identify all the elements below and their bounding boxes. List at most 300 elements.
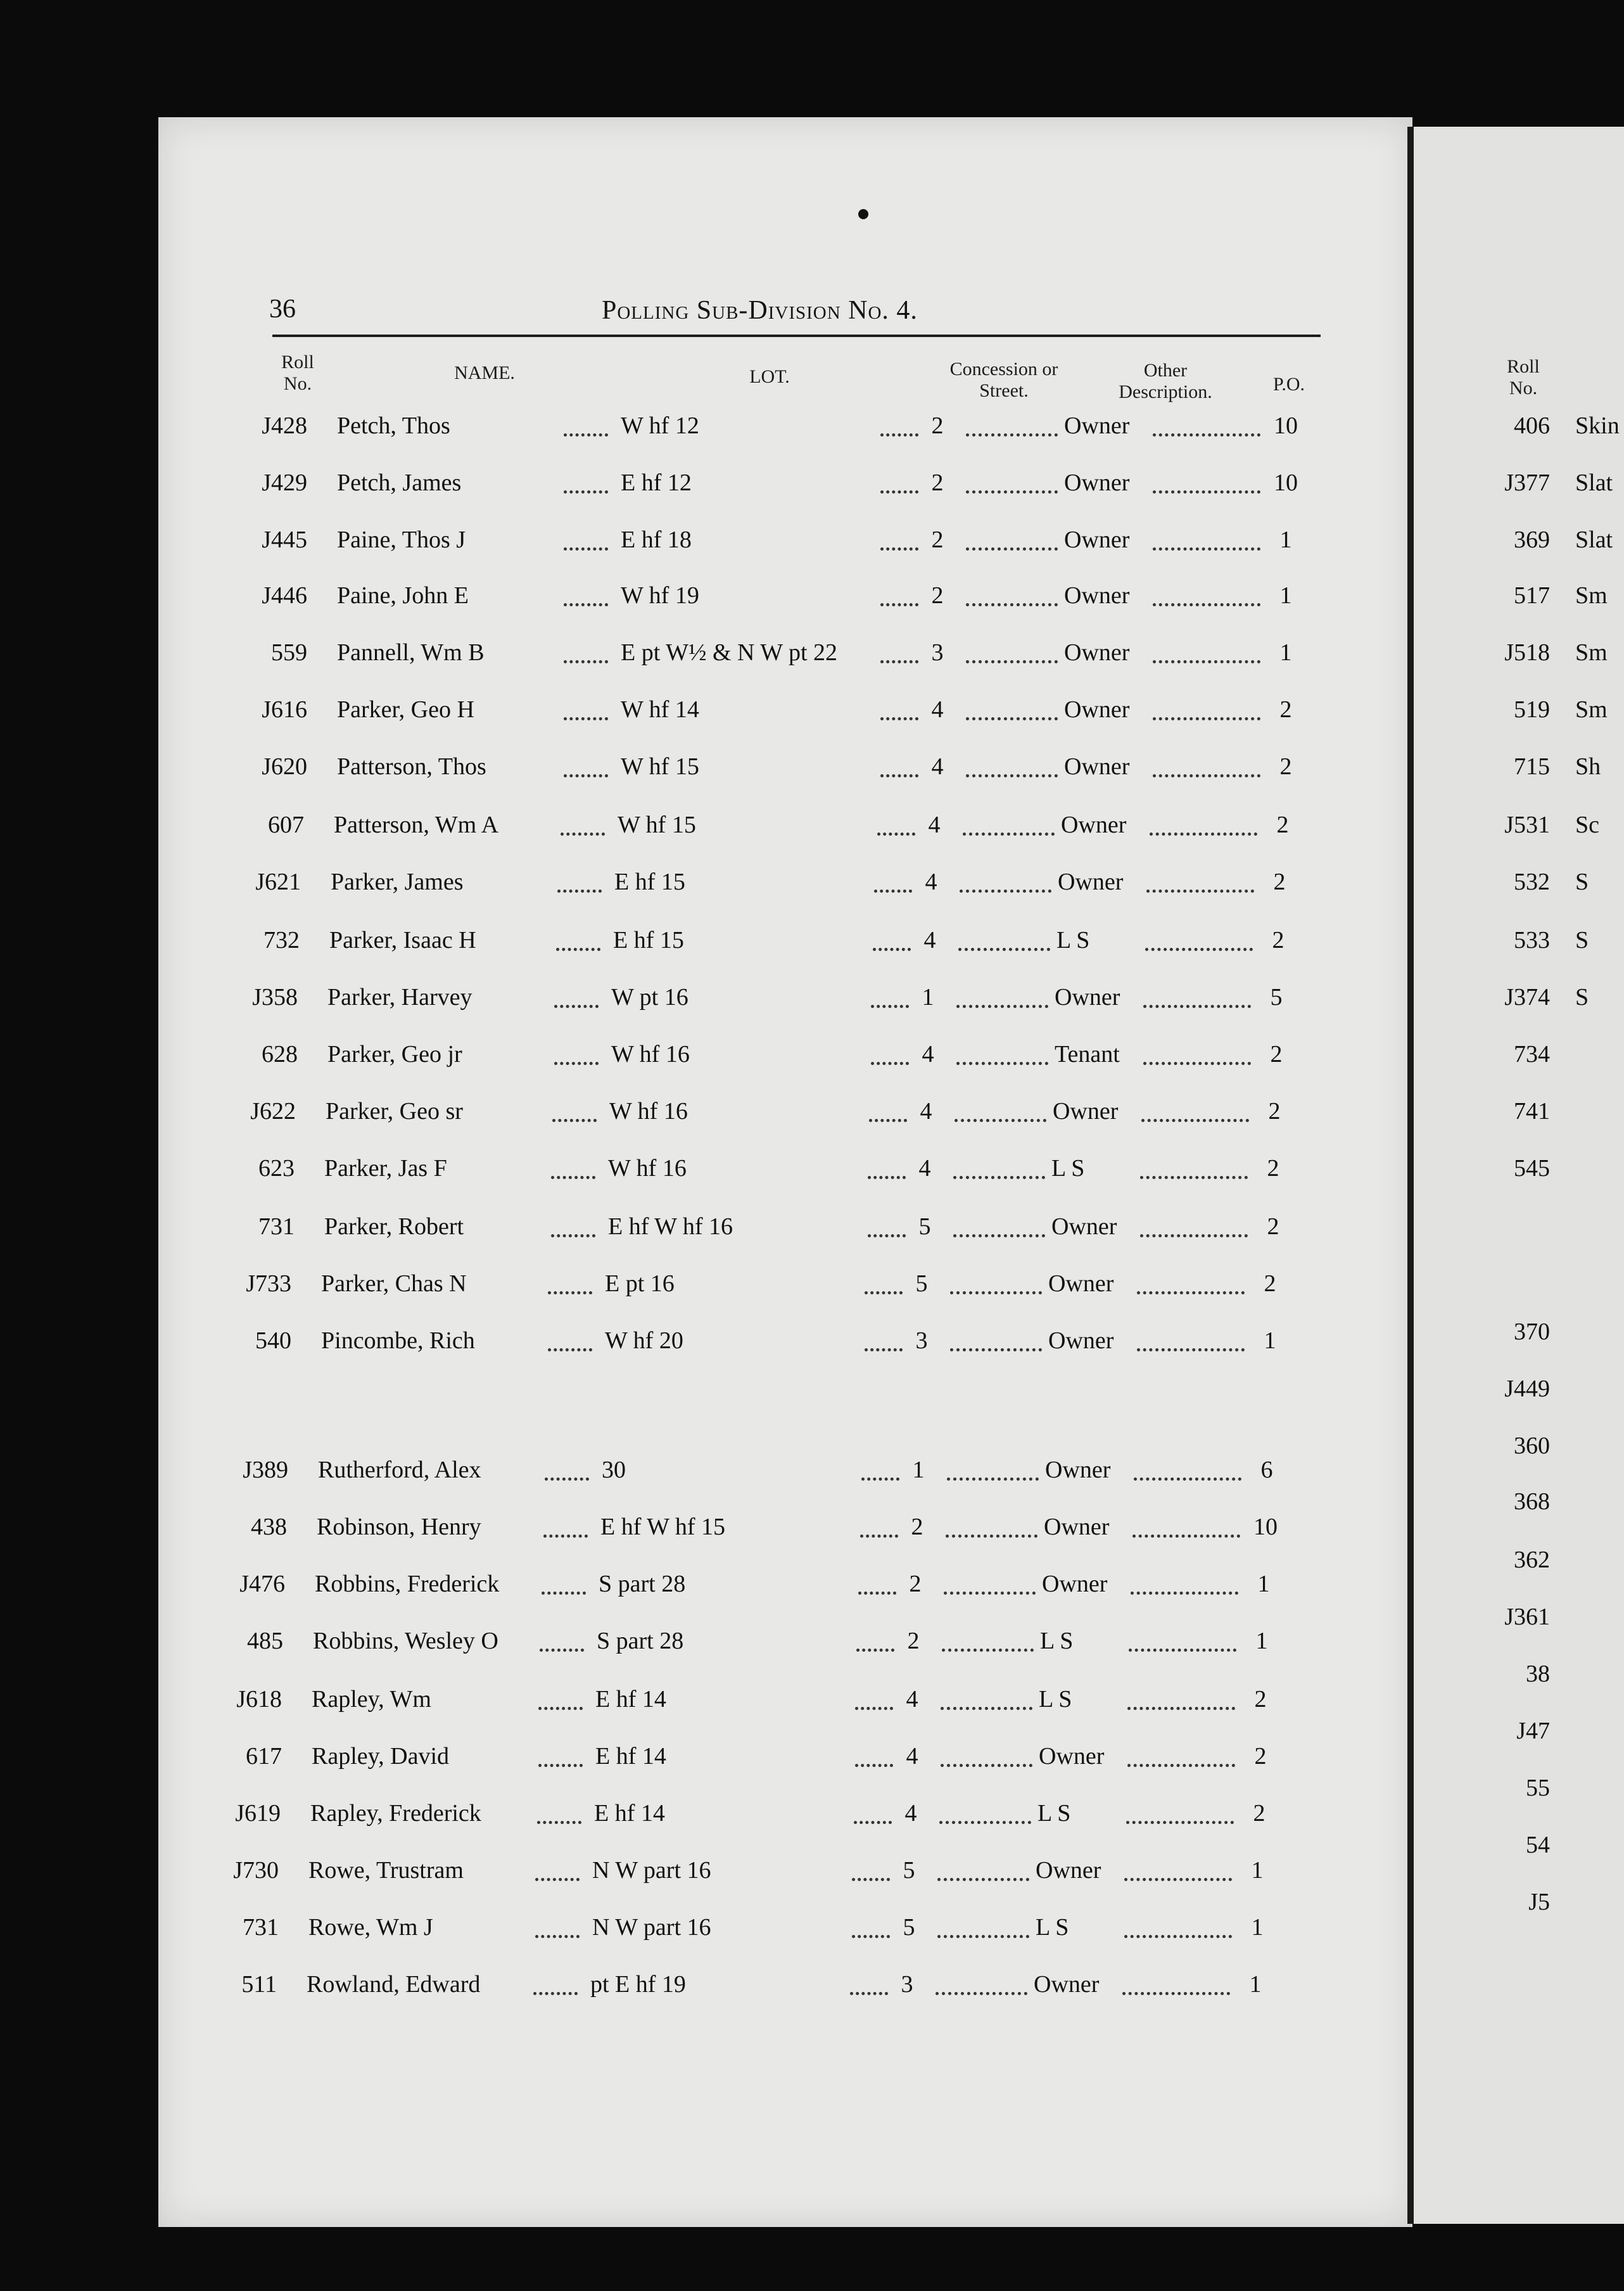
page-title: Polling Sub-Division No. 4. <box>602 296 918 325</box>
concession: 3 <box>931 639 944 666</box>
roll-number: 731 <box>258 1213 295 1240</box>
roll-number: 368 <box>1514 1488 1550 1515</box>
lot: W hf 14 <box>621 696 699 723</box>
table-row <box>233 926 1335 964</box>
description: L S <box>1036 1914 1069 1941</box>
description: Owner <box>1064 639 1130 666</box>
leader-dots <box>953 1232 1045 1237</box>
right-page-row <box>1414 983 1624 1021</box>
leader-dots <box>564 658 608 663</box>
post-office: 10 <box>1253 1514 1278 1540</box>
description: Owner <box>1061 812 1127 838</box>
voter-name-fragment: Slat <box>1575 526 1613 553</box>
post-office: 5 <box>1270 984 1283 1011</box>
description: Owner <box>1064 412 1130 439</box>
leader-dots <box>540 1646 584 1652</box>
lot: E pt 16 <box>605 1270 675 1297</box>
description: Owner <box>1039 1743 1105 1770</box>
roll-number: 617 <box>246 1743 282 1770</box>
roll-number: J428 <box>262 412 307 439</box>
description: L S <box>1056 927 1090 954</box>
leader-dots <box>856 1646 894 1652</box>
voter-name: Parker, Jas F <box>324 1155 447 1182</box>
table-row <box>225 1327 1327 1365</box>
voter-name: Robinson, Henry <box>317 1514 481 1540</box>
leader-dots <box>1124 1875 1232 1881</box>
col-head-name: NAME. <box>454 362 515 383</box>
voter-name-fragment: Sh <box>1575 753 1601 780</box>
voter-name-fragment: Sm <box>1575 696 1608 723</box>
lot: W pt 16 <box>611 984 688 1011</box>
table-row <box>215 1742 1317 1780</box>
table-row <box>234 868 1336 906</box>
right-page-row <box>1414 639 1624 677</box>
roll-number: J618 <box>236 1686 282 1713</box>
voter-name: Petch, James <box>337 469 462 496</box>
leader-dots <box>1124 1932 1232 1938</box>
leader-dots <box>1153 431 1260 437</box>
right-page-row <box>1414 1603 1624 1641</box>
post-office: 2 <box>1267 1155 1279 1182</box>
col-head-lot: LOT. <box>749 366 790 387</box>
roll-number: 38 <box>1526 1661 1550 1687</box>
voter-name: Petch, Thos <box>337 412 450 439</box>
voter-name: Rapley, David <box>312 1743 450 1770</box>
page-number: 36 <box>269 295 296 324</box>
roll-number: J518 <box>1504 639 1550 666</box>
leader-dots <box>868 1173 906 1179</box>
concession: 2 <box>911 1514 923 1540</box>
leader-dots <box>1153 545 1260 551</box>
leader-dots <box>542 1589 586 1595</box>
post-office: 2 <box>1254 1743 1267 1770</box>
roll-number: 731 <box>243 1914 279 1941</box>
right-page-row <box>1414 412 1624 450</box>
leader-dots <box>545 1475 589 1481</box>
leader-dots <box>941 1704 1032 1710</box>
lot: E hf 14 <box>595 1686 666 1713</box>
table-row <box>238 811 1340 849</box>
leader-dots <box>956 1059 1048 1065</box>
voter-name-fragment: Sm <box>1575 639 1608 666</box>
roll-number: 734 <box>1514 1041 1550 1068</box>
leader-dots <box>855 1704 893 1710</box>
leader-dots <box>963 830 1055 836</box>
concession: 1 <box>912 1457 925 1483</box>
post-office: 2 <box>1279 753 1292 780</box>
description: Owner <box>1048 1327 1114 1354</box>
post-office: 2 <box>1276 812 1289 838</box>
leader-dots <box>946 1532 1037 1538</box>
col-head-concession: Concession or Street. <box>949 359 1058 401</box>
concession: 4 <box>906 1686 918 1713</box>
roll-number: J361 <box>1504 1604 1550 1630</box>
leader-dots <box>548 1289 592 1294</box>
leader-dots <box>552 1116 597 1122</box>
post-office: 2 <box>1273 869 1286 895</box>
leader-dots <box>1131 1589 1238 1595</box>
concession: 4 <box>922 1041 934 1068</box>
leader-dots <box>1153 601 1260 606</box>
leader-dots <box>873 945 911 951</box>
right-col-head-roll: Roll No. <box>1507 356 1540 399</box>
table-row <box>210 1970 1312 2008</box>
voter-name: Robbins, Wesley O <box>313 1628 498 1654</box>
leader-dots <box>538 1761 583 1767</box>
voter-name: Parker, Isaac H <box>329 927 476 954</box>
voter-name: Pannell, Wm B <box>337 639 485 666</box>
right-page-row <box>1414 696 1624 734</box>
leader-dots <box>966 772 1058 777</box>
leader-dots <box>556 945 600 951</box>
leader-dots <box>1140 1232 1248 1237</box>
leader-dots <box>953 1173 1045 1179</box>
voter-name: Parker, Robert <box>324 1213 464 1240</box>
description: Owner <box>1044 1514 1110 1540</box>
voter-name-fragment: S <box>1575 984 1589 1011</box>
right-page-row <box>1414 753 1624 791</box>
leader-dots <box>1146 887 1254 893</box>
leader-dots <box>860 1532 898 1538</box>
roll-number: 623 <box>258 1155 295 1182</box>
table-row <box>215 1685 1317 1723</box>
lot: E hf W hf 15 <box>600 1514 726 1540</box>
leader-dots <box>941 1761 1032 1767</box>
leader-dots <box>852 1932 890 1938</box>
roll-number: 55 <box>1526 1775 1550 1801</box>
leader-dots <box>554 1002 599 1008</box>
concession: 2 <box>931 526 944 553</box>
leader-dots <box>852 1875 890 1881</box>
leader-dots <box>880 772 918 777</box>
page-header <box>269 291 1321 336</box>
leader-dots <box>1153 772 1260 777</box>
voter-name: Robbins, Frederick <box>315 1571 500 1597</box>
right-page-row <box>1414 1660 1624 1698</box>
leader-dots <box>880 545 918 551</box>
table-row <box>222 1456 1324 1494</box>
leader-dots <box>1153 658 1260 663</box>
leader-dots <box>937 1932 1029 1938</box>
leader-dots <box>966 658 1058 663</box>
table-row <box>217 1627 1319 1665</box>
lot: E hf 12 <box>621 469 692 496</box>
concession: 4 <box>923 927 936 954</box>
leader-dots <box>1153 488 1260 494</box>
post-office: 2 <box>1253 1800 1266 1827</box>
roll-number: 559 <box>271 639 307 666</box>
roll-number: J449 <box>1504 1375 1550 1402</box>
page-gutter <box>1407 127 1414 2224</box>
table-row <box>214 1799 1316 1837</box>
leader-dots <box>950 1289 1042 1294</box>
roll-number: 485 <box>247 1628 283 1654</box>
leader-dots <box>1150 830 1257 836</box>
leader-dots <box>564 772 608 777</box>
concession: 2 <box>931 412 944 439</box>
description: Owner <box>1064 582 1130 609</box>
leader-dots <box>858 1589 896 1595</box>
roll-number: J446 <box>262 582 307 609</box>
right-page-row <box>1414 1488 1624 1526</box>
roll-number: J616 <box>262 696 307 723</box>
roll-number: J620 <box>262 753 307 780</box>
leader-dots <box>960 887 1051 893</box>
leader-dots <box>564 715 608 720</box>
voter-name: Rapley, Frederick <box>310 1800 481 1827</box>
roll-number: J389 <box>243 1457 288 1483</box>
right-page-row <box>1414 1097 1624 1135</box>
leader-dots <box>865 1346 903 1351</box>
voter-name: Parker, Chas N <box>321 1270 467 1297</box>
table-row <box>241 412 1343 450</box>
lot: E hf 15 <box>614 869 685 895</box>
leader-dots <box>1141 1116 1249 1122</box>
post-office: 2 <box>1254 1686 1267 1713</box>
roll-number: 362 <box>1514 1547 1550 1573</box>
table-row <box>241 753 1343 791</box>
leader-dots <box>950 1346 1042 1351</box>
leader-dots <box>1143 1002 1251 1008</box>
leader-dots <box>537 1818 581 1824</box>
leader-dots <box>1145 945 1253 951</box>
post-office: 2 <box>1279 696 1292 723</box>
description: L S <box>1051 1155 1085 1182</box>
lot: pt E hf 19 <box>590 1971 686 1998</box>
right-page-row <box>1414 1154 1624 1192</box>
leader-dots <box>955 1116 1046 1122</box>
leader-dots <box>1134 1475 1241 1481</box>
leader-dots <box>944 1589 1036 1595</box>
table-row <box>219 1570 1321 1608</box>
right-page-row <box>1414 1318 1624 1356</box>
roll-number: 741 <box>1514 1098 1550 1125</box>
table-row <box>228 1213 1330 1251</box>
post-office: 1 <box>1249 1971 1262 1998</box>
roll-number: J619 <box>235 1800 281 1827</box>
leader-dots <box>966 715 1058 720</box>
lot: W hf 19 <box>621 582 699 609</box>
leader-dots <box>564 488 608 494</box>
leader-dots <box>564 601 608 606</box>
description: L S <box>1037 1800 1071 1827</box>
leader-dots <box>1137 1346 1245 1351</box>
concession: 1 <box>922 984 934 1011</box>
description: Owner <box>1064 469 1130 496</box>
voter-name: Rutherford, Alex <box>318 1457 481 1483</box>
lot: E hf 14 <box>594 1800 665 1827</box>
voter-name-fragment: Sc <box>1575 812 1599 838</box>
post-office: 1 <box>1257 1571 1270 1597</box>
right-page-row <box>1414 1375 1624 1413</box>
lot: W hf 16 <box>609 1098 688 1125</box>
roll-number: 369 <box>1514 526 1550 553</box>
leader-dots <box>854 1818 892 1824</box>
leader-dots <box>1127 1704 1235 1710</box>
lot: W hf 16 <box>611 1041 690 1068</box>
description: Owner <box>1064 753 1130 780</box>
voter-name: Parker, Geo jr <box>327 1041 462 1068</box>
lot: W hf 20 <box>605 1327 683 1354</box>
roll-number: J429 <box>262 469 307 496</box>
leader-dots <box>1132 1532 1240 1538</box>
concession: 5 <box>903 1914 915 1941</box>
table-row <box>212 1856 1314 1894</box>
leader-dots <box>871 1002 909 1008</box>
table-row <box>241 526 1343 564</box>
table-row <box>225 1270 1327 1308</box>
roll-number: 540 <box>255 1327 291 1354</box>
concession: 3 <box>901 1971 913 1998</box>
leader-dots <box>1126 1818 1234 1824</box>
leader-dots <box>1129 1646 1236 1652</box>
roll-number: 438 <box>251 1514 287 1540</box>
table-row <box>212 1913 1314 1951</box>
roll-number: 545 <box>1514 1155 1550 1182</box>
roll-number: 628 <box>262 1041 298 1068</box>
description: Tenant <box>1055 1041 1120 1068</box>
description: Owner <box>1034 1971 1100 1998</box>
concession: 5 <box>915 1270 928 1297</box>
voter-name-fragment: Sm <box>1575 582 1608 609</box>
concession: 5 <box>903 1857 915 1884</box>
table-row <box>241 639 1343 677</box>
post-office: 2 <box>1264 1270 1276 1297</box>
post-office: 1 <box>1255 1628 1268 1654</box>
leader-dots <box>557 887 602 893</box>
post-office: 1 <box>1279 582 1292 609</box>
voter-name: Paine, Thos J <box>337 526 466 553</box>
table-row <box>231 983 1333 1021</box>
voter-name: Pincombe, Rich <box>321 1327 475 1354</box>
voter-name: Parker, Geo H <box>337 696 474 723</box>
roll-number: 715 <box>1514 753 1550 780</box>
concession: 2 <box>907 1628 920 1654</box>
lot: W hf 15 <box>618 812 696 838</box>
leader-dots <box>543 1532 588 1538</box>
col-head-description: Other Description. <box>1119 360 1212 402</box>
table-row <box>241 469 1343 507</box>
description: Owner <box>1051 1213 1117 1240</box>
concession: 4 <box>904 1800 917 1827</box>
concession: 4 <box>931 753 944 780</box>
voter-name: Patterson, Wm A <box>334 812 499 838</box>
table-row <box>229 1097 1331 1135</box>
leader-dots <box>1153 715 1260 720</box>
concession: 4 <box>918 1155 931 1182</box>
leader-dots <box>535 1875 580 1881</box>
post-office: 6 <box>1260 1457 1273 1483</box>
leader-dots <box>956 1002 1048 1008</box>
description: Owner <box>1042 1571 1108 1597</box>
leader-dots <box>942 1646 1034 1652</box>
roll-number: J47 <box>1516 1718 1550 1744</box>
leader-dots <box>1127 1761 1235 1767</box>
lot: E pt W½ & N W pt 22 <box>621 639 837 666</box>
roll-number: J531 <box>1504 812 1550 838</box>
leader-dots <box>1140 1173 1248 1179</box>
col-head-po: P.O. <box>1272 374 1305 395</box>
concession: 2 <box>909 1571 922 1597</box>
table-row <box>241 582 1343 620</box>
lot: S part 28 <box>599 1571 686 1597</box>
col-head-roll: Roll No. <box>281 352 314 394</box>
leader-dots <box>877 830 915 836</box>
post-office: 10 <box>1274 412 1298 439</box>
roll-number: 732 <box>263 927 300 954</box>
roll-number: J445 <box>262 526 307 553</box>
leader-dots <box>958 945 1050 951</box>
right-page-row <box>1414 926 1624 964</box>
description: L S <box>1039 1686 1072 1713</box>
roll-number: J5 <box>1528 1889 1550 1915</box>
roll-number: 511 <box>241 1971 277 1998</box>
concession: 4 <box>928 812 941 838</box>
description: Owner <box>1053 1098 1119 1125</box>
post-office: 1 <box>1251 1857 1264 1884</box>
lot: E hf 14 <box>595 1743 666 1770</box>
right-page-row <box>1414 582 1624 620</box>
leader-dots <box>966 488 1058 494</box>
roll-number: J476 <box>239 1571 285 1597</box>
post-office: 10 <box>1274 469 1298 496</box>
leader-dots <box>880 658 918 663</box>
right-page-row <box>1414 1831 1624 1869</box>
right-page-row <box>1414 1432 1624 1470</box>
leader-dots <box>880 488 918 494</box>
leader-dots <box>1137 1289 1245 1294</box>
roll-number: J730 <box>233 1857 279 1884</box>
roll-number: 517 <box>1514 582 1550 609</box>
roll-number: 607 <box>268 812 304 838</box>
leader-dots <box>865 1289 903 1294</box>
concession: 2 <box>931 582 944 609</box>
leader-dots <box>966 545 1058 551</box>
right-page-row <box>1414 868 1624 906</box>
leader-dots <box>551 1173 595 1179</box>
roll-number: J621 <box>255 869 301 895</box>
table-row <box>231 1040 1333 1078</box>
right-page-row <box>1414 526 1624 564</box>
voter-name: Parker, Geo sr <box>326 1098 463 1125</box>
lot: 30 <box>602 1457 626 1483</box>
leader-dots <box>947 1475 1039 1481</box>
leader-dots <box>554 1059 599 1065</box>
roll-number: 370 <box>1514 1318 1550 1345</box>
leader-dots <box>533 1989 578 1995</box>
table-row <box>220 1513 1323 1551</box>
leader-dots <box>939 1818 1031 1824</box>
leader-dots <box>564 545 608 551</box>
voter-name-fragment: Skin <box>1575 412 1620 439</box>
concession: 3 <box>915 1327 928 1354</box>
post-office: 2 <box>1272 927 1285 954</box>
lot: W hf 16 <box>608 1155 687 1182</box>
description: Owner <box>1048 1270 1114 1297</box>
post-office: 1 <box>1251 1914 1264 1941</box>
right-page-row <box>1414 1717 1624 1755</box>
voter-name: Patterson, Thos <box>337 753 486 780</box>
description: Owner <box>1045 1457 1111 1483</box>
right-page-row <box>1414 1546 1624 1584</box>
roll-number: J374 <box>1504 984 1550 1011</box>
concession: 2 <box>931 469 944 496</box>
post-office: 1 <box>1264 1327 1276 1354</box>
leader-dots <box>561 830 605 836</box>
voter-name: Rowe, Trustram <box>308 1857 464 1884</box>
leader-dots <box>966 431 1058 437</box>
post-office: 1 <box>1279 639 1292 666</box>
